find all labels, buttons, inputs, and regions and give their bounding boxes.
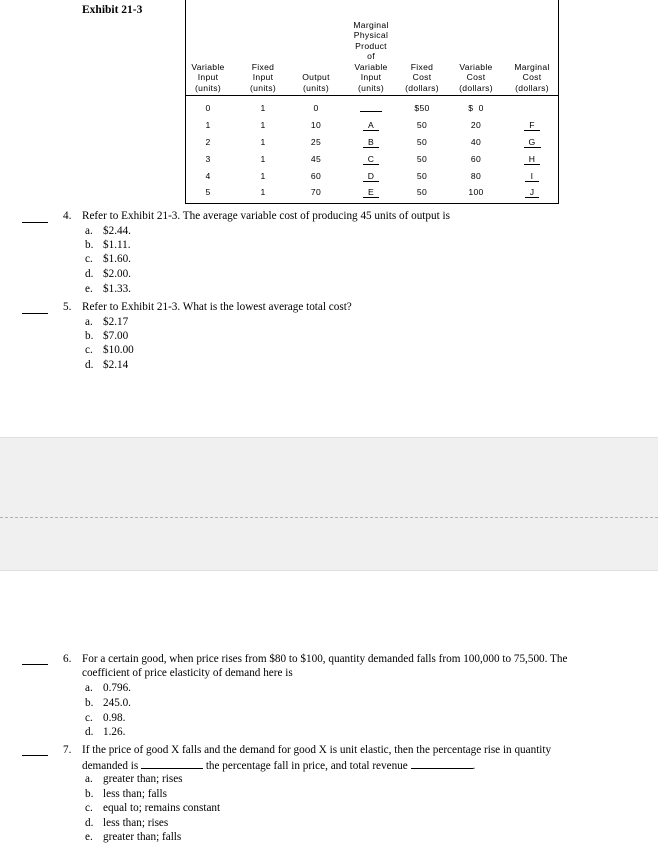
fill-blank-1[interactable]	[141, 758, 203, 769]
table-cell: E	[342, 186, 400, 198]
col-header: Variable Input (units)	[191, 61, 225, 93]
question-number: 5.	[63, 301, 72, 313]
table-cell: A	[342, 119, 400, 131]
table-cell: F	[506, 119, 558, 131]
table-cell: 1	[260, 120, 266, 130]
option[interactable]: a. $2.44.	[85, 225, 131, 237]
col-header: Fixed Input (units)	[250, 61, 276, 93]
table-cell: 100	[468, 187, 484, 197]
table-cell: I	[506, 170, 558, 182]
exhibit-title: Exhibit 21-3	[82, 4, 143, 16]
question-number: 4.	[63, 210, 72, 222]
option[interactable]: d. 1.26.	[85, 726, 126, 738]
answer-blank[interactable]	[22, 664, 48, 665]
option[interactable]: c. equal to; remains constant	[85, 802, 221, 814]
col-header: Marginal Physical Product of Variable Input (units)	[353, 19, 389, 93]
table-cell: 0	[205, 103, 211, 113]
page-break-band	[0, 437, 658, 571]
table-cell: J	[506, 186, 558, 198]
col-marginal-physical-product	[342, 0, 400, 203]
table-cell: G	[506, 136, 558, 148]
table-cell: 2	[205, 137, 211, 147]
option[interactable]: e. greater than; falls	[85, 831, 182, 843]
option[interactable]: b. $1.11.	[85, 239, 131, 251]
option[interactable]: a. $2.17	[85, 316, 129, 328]
option[interactable]: e. $1.33.	[85, 283, 131, 295]
answer-blank[interactable]	[22, 755, 48, 756]
col-header: Variable Cost (dollars)	[459, 61, 493, 93]
table-cell: 5	[205, 187, 211, 197]
question-number: 7.	[63, 744, 72, 756]
answer-blank[interactable]	[22, 222, 48, 223]
table-cell: 50	[416, 187, 428, 197]
table-cell: 3	[205, 154, 211, 164]
table-cell: C	[342, 153, 400, 165]
col-fixed-cost	[398, 0, 446, 203]
option[interactable]: a. greater than; rises	[85, 773, 183, 785]
question-text-line-2: demanded is the percentage fall in price, and total revenue .	[82, 760, 476, 772]
question-text-line-2: coefficient of price elasticity of demand here is	[82, 667, 293, 679]
col-marginal-cost	[506, 0, 558, 203]
option[interactable]: a. 0.796.	[85, 682, 131, 694]
option[interactable]: d. $2.14	[85, 359, 129, 371]
table-cell: 20	[470, 120, 482, 130]
question-7	[0, 744, 658, 847]
table-cell: 50	[416, 154, 428, 164]
question-5	[0, 300, 658, 380]
table-cell: 50	[416, 120, 428, 130]
col-header: Fixed Cost (dollars)	[405, 61, 439, 93]
table-cell: 60	[470, 154, 482, 164]
table-cell: 80	[470, 171, 482, 181]
col-output	[290, 0, 342, 203]
option[interactable]: c. $10.00	[85, 344, 134, 356]
question-6	[0, 653, 658, 743]
question-text: Refer to Exhibit 21-3. What is the lowest average total cost?	[82, 301, 352, 313]
table-cell-blank	[342, 102, 400, 114]
answer-blank[interactable]	[22, 313, 48, 314]
table-cell: 1	[205, 120, 211, 130]
option[interactable]: d. less than; rises	[85, 817, 169, 829]
col-variable-cost	[448, 0, 504, 203]
table-cell: 50	[416, 137, 428, 147]
table-cell: 40	[470, 137, 482, 147]
col-header: Marginal Cost (dollars)	[514, 61, 550, 93]
table-cell: H	[506, 153, 558, 165]
table-cell: 1	[260, 171, 266, 181]
option[interactable]: b. 245.0.	[85, 697, 131, 709]
option[interactable]: b. $7.00	[85, 330, 129, 342]
table-cell: $50	[414, 103, 430, 113]
col-variable-input	[186, 0, 230, 203]
table-cell: B	[342, 136, 400, 148]
col-header: Output (units)	[302, 72, 330, 93]
table-cell: 0	[313, 103, 319, 113]
table-cell: 1	[260, 154, 266, 164]
table-cell: 50	[416, 171, 428, 181]
table-cell: 70	[310, 187, 322, 197]
question-number: 6.	[63, 653, 72, 665]
col-fixed-input	[238, 0, 288, 203]
option[interactable]: d. $2.00.	[85, 268, 131, 280]
option[interactable]: b. less than; falls	[85, 788, 168, 800]
table-cell: 4	[205, 171, 211, 181]
page-break-line	[0, 517, 658, 518]
table-cell: 45	[310, 154, 322, 164]
table-cell: 1	[260, 103, 266, 113]
exhibit-table	[185, 0, 559, 204]
question-text-line-1: If the price of good X falls and the demand for good X is unit elastic, then the percentage rise in quantity	[82, 744, 552, 756]
table-cell: 10	[310, 120, 322, 130]
table-cell: D	[342, 170, 400, 182]
question-text-line-1: For a certain good, when price rises from $80 to $100, quantity demanded falls from 100,000 to 75,500. The	[82, 653, 568, 665]
option[interactable]: c. $1.60.	[85, 253, 131, 265]
fill-blank-2[interactable]	[411, 758, 473, 769]
option[interactable]: c. 0.98.	[85, 712, 126, 724]
question-4	[0, 209, 658, 301]
table-cell: 1	[260, 187, 266, 197]
table-cell: 1	[260, 137, 266, 147]
table-cell: 60	[310, 171, 322, 181]
table-cell: $ 0	[468, 103, 484, 113]
table-cell: 25	[310, 137, 322, 147]
question-text: Refer to Exhibit 21-3. The average variable cost of producing 45 units of output is	[82, 210, 450, 222]
